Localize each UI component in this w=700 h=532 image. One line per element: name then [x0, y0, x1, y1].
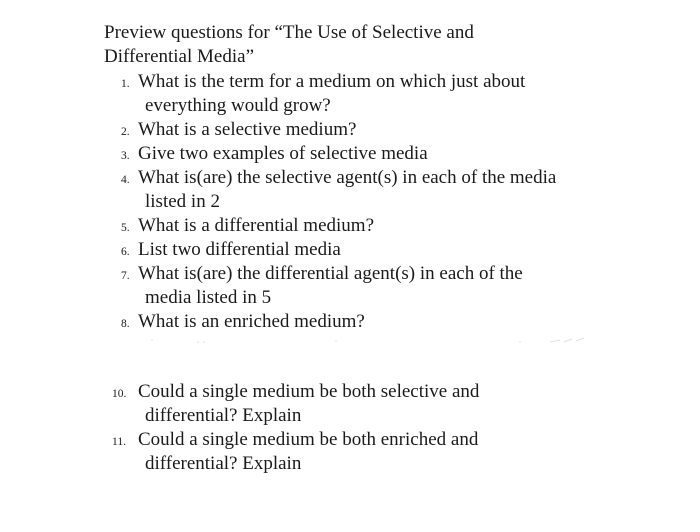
question-number: 2.	[121, 126, 130, 138]
question-number: 1.	[121, 78, 130, 90]
question-text: List two differential media	[138, 239, 341, 260]
question-text-continued: differential? Explain	[145, 453, 302, 474]
question-text: What is(are) the differential agent(s) in each of the	[138, 263, 523, 284]
question-text-continued: everything would grow?	[145, 95, 331, 116]
question-number: 11.	[112, 436, 126, 448]
question-text: What is an enriched medium?	[138, 311, 365, 332]
question-number: 5.	[121, 222, 130, 234]
question-number: 4.	[121, 174, 130, 186]
document-heading	[104, 21, 624, 69]
question-text-continued: differential? Explain	[145, 405, 302, 426]
question-text: What is(are) the selective agent(s) in each of the media	[138, 167, 557, 188]
question-text-continued: listed in 2	[145, 191, 220, 212]
faint-marks	[140, 330, 600, 350]
question-number: 3.	[121, 150, 130, 162]
heading-line-2: Differential Media”	[104, 46, 254, 67]
cropped-line-artifact	[140, 330, 600, 350]
question-text-continued: media listed in 5	[145, 287, 272, 308]
question-text: What is a differential medium?	[138, 215, 375, 236]
question-text: Give two examples of selective media	[138, 143, 428, 164]
question-number: 8.	[121, 318, 130, 330]
question-text: What is the term for a medium on which just about	[138, 71, 526, 92]
question-text: Could a single medium be both selective and	[138, 381, 480, 402]
question-text: What is a selective medium?	[138, 119, 357, 140]
question-number: 6.	[121, 246, 130, 258]
question-number: 7.	[121, 270, 130, 282]
question-text: Could a single medium be both enriched and	[138, 429, 479, 450]
question-number: 10.	[112, 388, 127, 400]
heading-line-1: Preview questions for “The Use of Selective and	[104, 22, 474, 43]
